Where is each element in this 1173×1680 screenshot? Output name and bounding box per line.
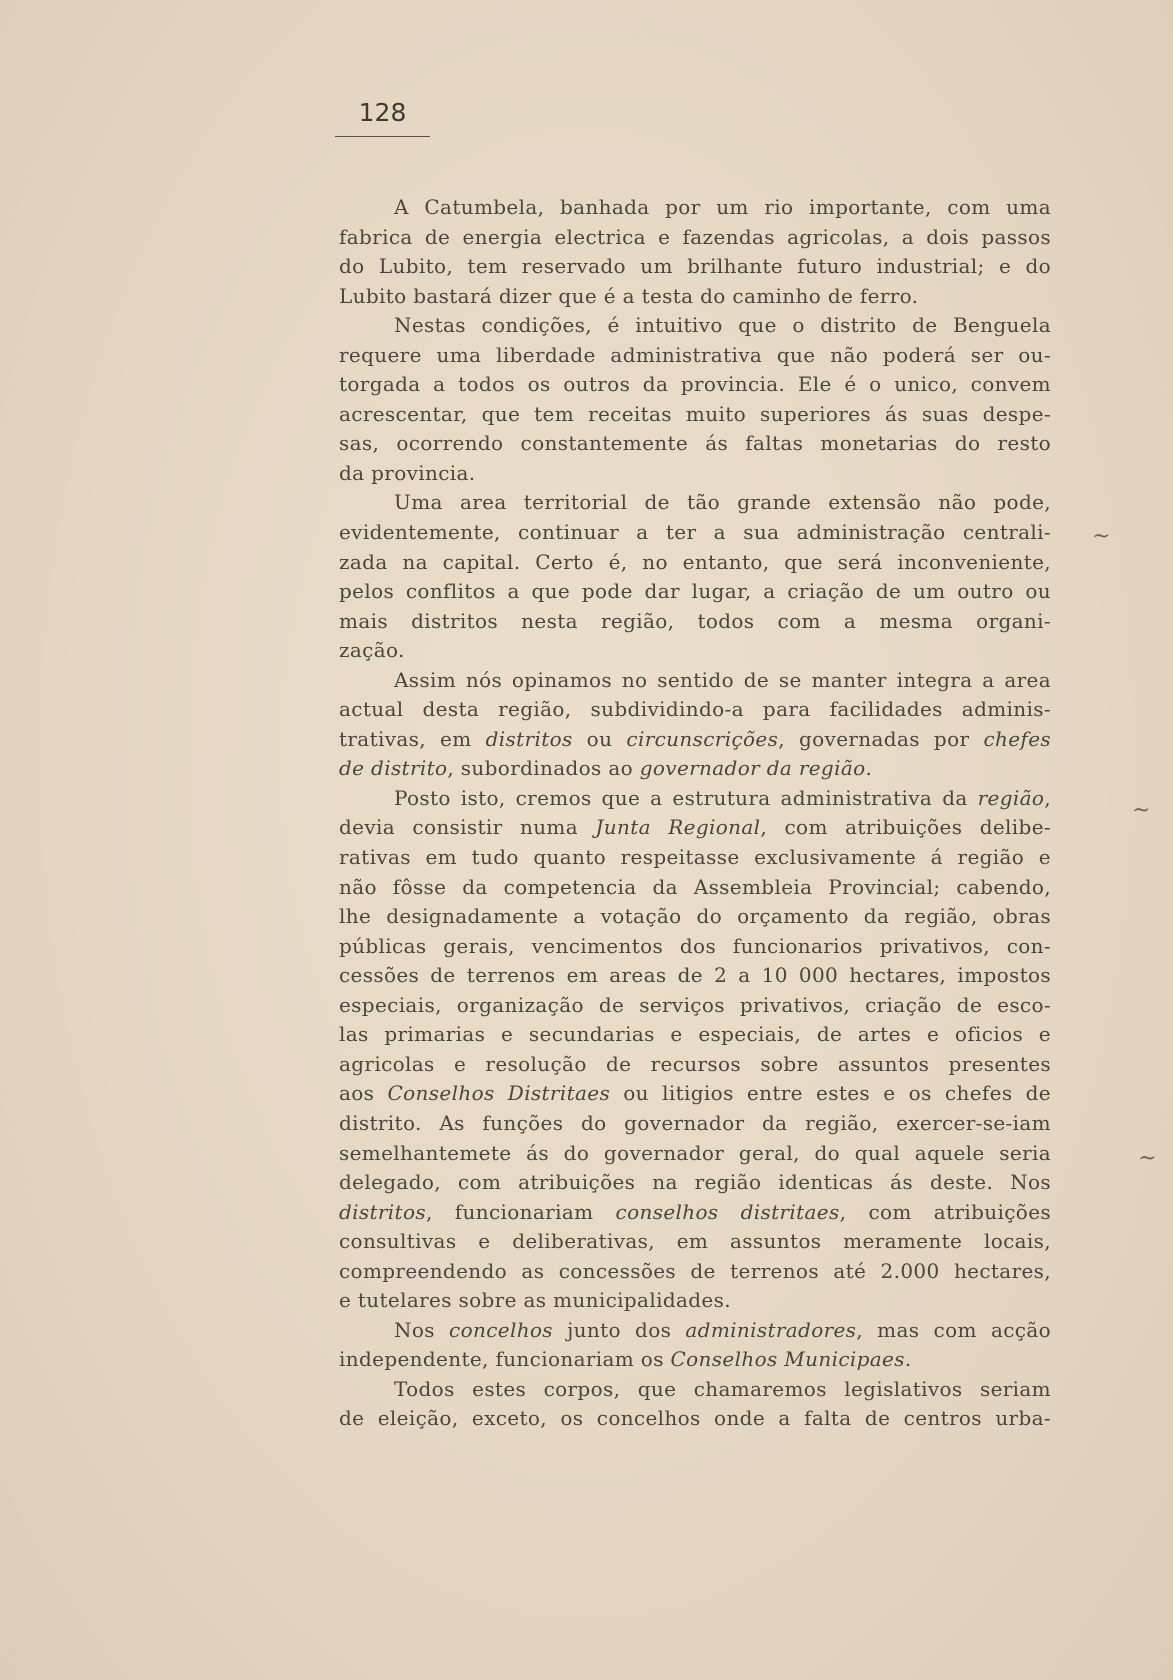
text-line: da provincia. <box>339 460 476 485</box>
text-line: independente, funcionariam os Conselhos Municipaes. <box>339 1347 912 1372</box>
text-line: de eleição, exceto, os concelhos onde a falta de centros urba- <box>339 1406 1051 1431</box>
text-line: especiais, organização de serviços privativos, criação de esco- <box>339 992 1051 1017</box>
text-line: zada na capital. Certo é, no entanto, que será inconveniente, <box>339 549 1051 574</box>
text-line: zação. <box>339 638 405 663</box>
text-line: A Catumbela, banhada por um rio importante, com uma <box>394 195 1051 219</box>
text-line: semelhantemete ás do governador geral, do qual aquele seria <box>339 1140 1051 1165</box>
text-line: actual desta região, subdividindo-a para facilidades adminis- <box>339 697 1051 722</box>
text-line: de distrito, subordinados ao governador da região. <box>339 756 873 781</box>
text-line: cessões de terrenos em areas de 2 a 10 000 hectares, impostos <box>339 963 1051 988</box>
page-number-rule <box>335 136 430 137</box>
text-line: Uma area territorial de tão grande extensão não pode, <box>394 490 1051 515</box>
text-line: sas, ocorrendo constantemente ás faltas monetarias do resto <box>339 431 1051 456</box>
text-line: compreendendo as concessões de terrenos até 2.000 hectares, <box>339 1258 1051 1283</box>
text-line: delegado, com atribuições na região identicas ás deste. Nos <box>339 1170 1051 1195</box>
text-line: aos Conselhos Distritaes ou litigios entre estes e os chefes de <box>339 1081 1051 1106</box>
text-line: consultivas e deliberativas, em assuntos meramente locais, <box>339 1229 1051 1254</box>
text-line: requere uma liberdade administrativa que não poderá ser ou- <box>339 342 1051 367</box>
text-line: Lubito bastará dizer que é a testa do caminho de ferro. <box>339 283 919 308</box>
text-line: e tutelares sobre as municipalidades. <box>339 1288 731 1313</box>
text-line: mais distritos nesta região, todos com a mesma organi- <box>339 608 1051 633</box>
text-line: devia consistir numa Junta Regional, com atribuições delibe- <box>339 815 1051 840</box>
page-number: 128 <box>358 98 407 127</box>
text-line: não fôsse da competencia da Assembleia Provincial; cabendo, <box>339 874 1051 899</box>
text-line: do Lubito, tem reservado um brilhante futuro industrial; e do <box>339 254 1051 279</box>
text-line: agricolas e resolução de recursos sobre assuntos presentes <box>339 1051 1051 1076</box>
text-line: torgada a todos os outros da provincia. Ele é o unico, convem <box>339 372 1051 397</box>
text-line: públicas gerais, vencimentos dos funcionarios privativos, con- <box>339 933 1051 958</box>
text-line: distritos, funcionariam conselhos distritaes, com atribuições <box>339 1199 1051 1224</box>
text-line: trativas, em distritos ou circunscrições, governadas por chefes <box>339 726 1051 751</box>
text-line: rativas em tudo quanto respeitasse exclusivamente á região e <box>339 845 1051 870</box>
text-line: distrito. As funções do governador da região, exercer-se-iam <box>339 1110 1051 1135</box>
text-line: Nos concelhos junto dos administradores, mas com acção <box>394 1317 1051 1342</box>
text-line: Nestas condições, é intuitivo que o distrito de Benguela <box>394 313 1051 338</box>
body-text <box>339 193 1051 1434</box>
text-line: fabrica de energia electrica e fazendas agricolas, a dois passos <box>339 224 1051 249</box>
text-line: evidentemente, continuar a ter a sua administração centrali- <box>339 520 1051 545</box>
text-line: Assim nós opinamos no sentido de se manter integra a area <box>394 667 1051 692</box>
text-line: acrescentar, que tem receitas muito superiores ás suas despe- <box>339 401 1051 426</box>
margin-mark-icon: ~ <box>1092 524 1111 549</box>
text-line: lhe designadamente a votação do orçamento da região, obras <box>339 904 1051 929</box>
text-line: Posto isto, cremos que a estrutura administrativa da região, <box>394 785 1051 810</box>
margin-mark-icon: ~ <box>1138 1146 1157 1171</box>
text-line: las primarias e secundarias e especiais, de artes e oficios e <box>339 1022 1051 1047</box>
text-line: Todos estes corpos, que chamaremos legislativos seriam <box>394 1376 1051 1401</box>
margin-mark-icon: ~ <box>1132 798 1151 823</box>
text-line: pelos conflitos a que pode dar lugar, a criação de um outro ou <box>339 579 1051 604</box>
